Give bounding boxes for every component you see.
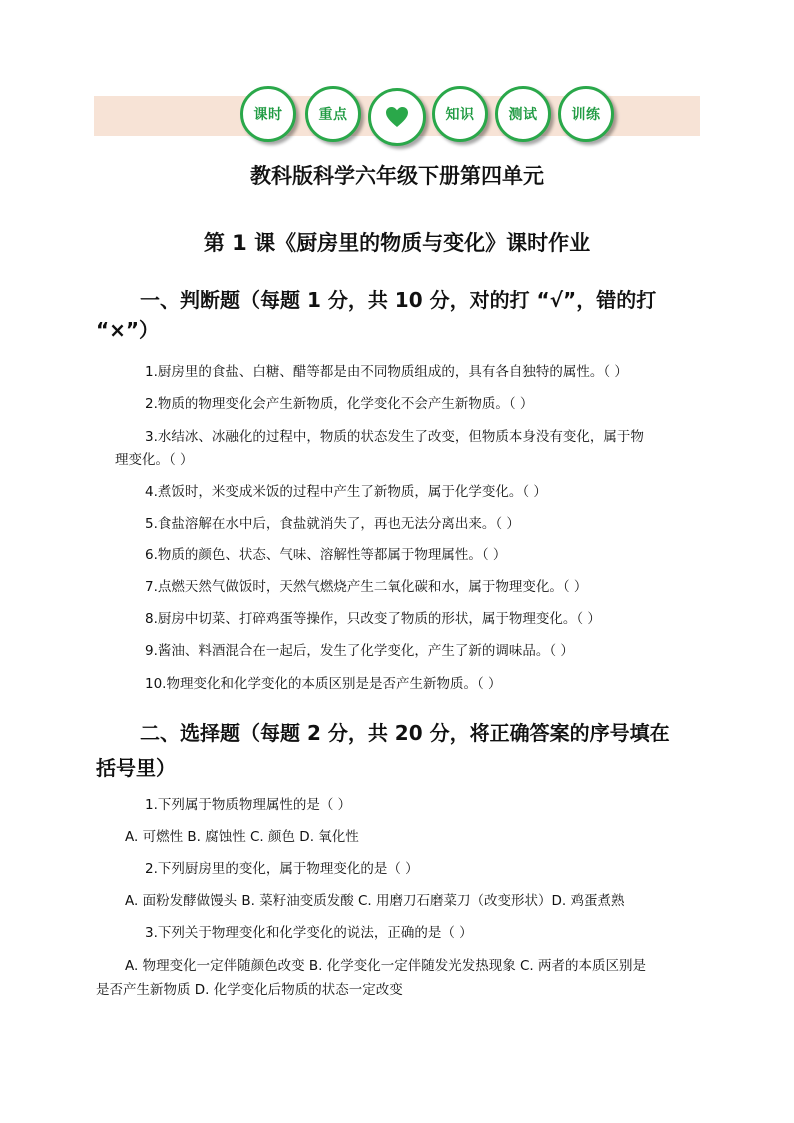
badge-label: 训练	[571, 107, 601, 123]
question-item: 7.点燃天然气做饭时，天然气燃烧产生二氧化碳和水，属于物理变化。（ ）	[145, 579, 588, 595]
question-item: 6.物质的颜色、状态、气味、溶解性等都属于物理属性。（ ）	[145, 547, 507, 563]
badge-keshi	[240, 86, 296, 142]
section2-heading-line1: 二、选择题（每题 2 分，共 20 分，将正确答案的序号填在	[140, 721, 670, 745]
question-item: 1.厨房里的食盐、白糖、醋等都是由不同物质组成的，具有各自独特的属性。（ ）	[145, 364, 628, 380]
question-item: 5.食盐溶解在水中后，食盐就消失了，再也无法分离出来。（ ）	[145, 516, 520, 532]
badge-xunlian	[558, 86, 614, 142]
badge-label: 课时	[253, 107, 283, 123]
question-item: 4.煮饭时，米变成米饭的过程中产生了新物质，属于化学变化。（ ）	[145, 484, 547, 500]
question-item-continued: 理变化。（ ）	[115, 452, 194, 468]
question-item: 10.物理变化和化学变化的本质区别是是否产生新物质。（ ）	[145, 676, 502, 692]
badge-label: 知识	[445, 107, 475, 123]
section2-heading-line2: 括号里）	[96, 756, 176, 780]
question-item: 3.下列关于物理变化和化学变化的说法，正确的是（ ）	[145, 925, 473, 941]
question-item: 3.水结冰、冰融化的过程中，物质的状态发生了改变，但物质本身没有变化，属于物	[145, 429, 644, 445]
question-options: A. 物理变化一定伴随颜色改变 B. 化学变化一定伴随发光发热现象 C. 两者的本质区别是	[125, 958, 647, 974]
question-item: 2.下列厨房里的变化，属于物理变化的是（ ）	[145, 861, 419, 877]
heart-icon	[385, 106, 409, 128]
badge-label: 重点	[318, 107, 348, 123]
section1-heading-line2: “×”）	[96, 318, 160, 342]
question-item: 2.物质的物理变化会产生新物质，化学变化不会产生新物质。（ ）	[145, 396, 534, 412]
section1-heading-line1: 一、判断题（每题 1 分，共 10 分，对的打 “√”，错的打	[140, 288, 657, 312]
question-options: A. 可燃性 B. 腐蚀性 C. 颜色 D. 氧化性	[125, 829, 359, 845]
question-item: 9.酱油、料酒混合在一起后，发生了化学变化，产生了新的调味品。（ ）	[145, 643, 574, 659]
question-item: 8.厨房中切菜、打碎鸡蛋等操作，只改变了物质的形状，属于物理变化。（ ）	[145, 611, 601, 627]
document-title: 教科版科学六年级下册第四单元	[250, 164, 544, 188]
question-item: 1.下列属于物质物理属性的是（ ）	[145, 797, 352, 813]
badge-zhongdian	[305, 86, 361, 142]
badge-zhishi	[432, 86, 488, 142]
badge-label: 测试	[508, 107, 538, 123]
badge-ceshi	[495, 86, 551, 142]
question-options-continued: 是否产生新物质 D. 化学变化后物质的状态一定改变	[96, 982, 403, 998]
badge-heart	[368, 88, 426, 146]
document-subtitle: 第 1 课《厨房里的物质与变化》课时作业	[203, 231, 591, 255]
question-options: A. 面粉发酵做馒头 B. 菜籽油变质发酸 C. 用磨刀石磨菜刀（改变形状）D. 鸡蛋煮熟	[125, 893, 625, 909]
